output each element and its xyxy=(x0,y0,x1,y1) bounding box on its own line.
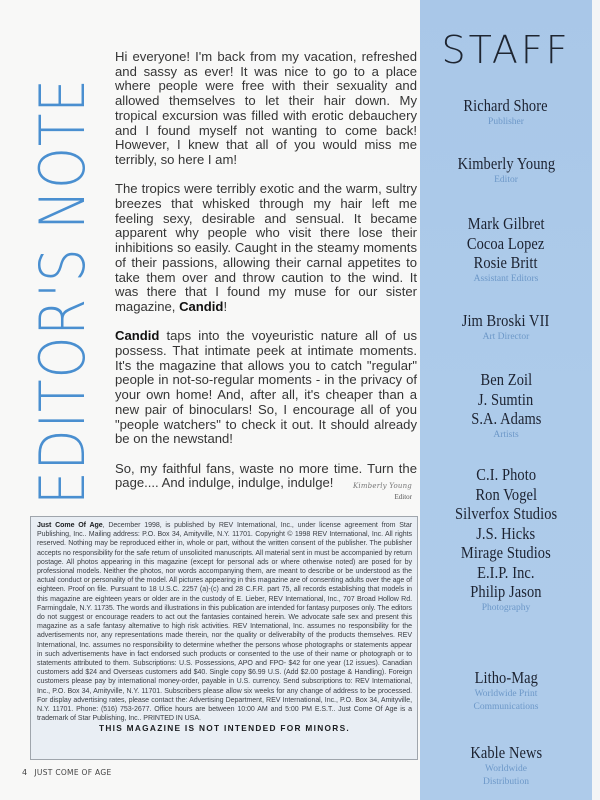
staff-name: Kable News xyxy=(470,743,542,762)
staff-group-editor xyxy=(420,154,592,187)
staff-name: Ben Zoil xyxy=(480,370,532,389)
page-edge xyxy=(592,0,600,800)
staff-name: Rosie Britt xyxy=(474,253,538,272)
staff-group-artists xyxy=(420,370,592,442)
staff-name: Philip Jason xyxy=(470,582,542,601)
staff-name: Mirage Studios xyxy=(461,543,551,562)
section-title-vertical xyxy=(26,25,99,505)
staff-role: Editor xyxy=(494,174,518,185)
editor-signature xyxy=(352,482,412,501)
legal-magazine-name: Just Come Of Age xyxy=(37,522,103,529)
staff-name: E.I.P. Inc. xyxy=(477,562,535,582)
paragraph-tail: ! xyxy=(223,298,228,314)
staff-group-assistant-editors xyxy=(420,214,592,286)
staff-role: Artists xyxy=(493,429,519,440)
staff-name: Jim Broski VII xyxy=(462,311,550,330)
section-title-text: EDITOR'S NOTE xyxy=(26,78,99,505)
minors-warning: THIS MAGAZINE IS NOT INTENDED FOR MINORS. xyxy=(98,723,351,734)
staff-heading: STAFF xyxy=(441,28,571,72)
staff-name: Silverfox Studios xyxy=(454,504,558,523)
paragraph-text: Hi everyone! I'm back from my vacation, refreshed and sassy as ever! It was nice to go to a place where people were free with their sexuality and allowed themselves to let their hair down. My tropical excursion was filled with erotic debauchery and I found myself not wanting to come back! However, I knew that all of you would miss me terribly, so here I am! xyxy=(115,49,417,167)
paragraph-text: The tropics were terribly exotic and the warm, sultry breezes that whisked through my hair left me feeling sexy, desirable and sensual. It became apparent why people who visit there lose their inhibitions so easily. Caught in the steamy moments of their passions, allowing their carnal appetites to take them over and throw caution to the wind. It was there that I found my muse for our sister magazine, xyxy=(115,181,417,314)
staff-group-publisher xyxy=(420,96,592,129)
staff-role: Publisher xyxy=(488,116,524,127)
staff-role: Worldwide Distribution xyxy=(483,763,529,787)
staff-role: Photography xyxy=(481,602,531,613)
staff-name: J.S. Hicks xyxy=(476,523,536,543)
staff-role: Worldwide Print Communications xyxy=(473,688,539,712)
page-folio xyxy=(22,768,112,777)
page-number: 4 xyxy=(22,768,28,777)
staff-name: Mark Gilbret xyxy=(467,214,545,233)
staff-role: Assistant Editors xyxy=(473,273,539,284)
candid-mention: Candid xyxy=(179,298,224,314)
signature-name: Kimberly Young xyxy=(352,482,412,490)
editor-note-body xyxy=(115,50,417,506)
staff-name: C.I. Photo xyxy=(476,465,536,484)
staff-group-photography xyxy=(420,465,592,615)
paragraph-2 xyxy=(115,182,417,314)
staff-sidebar xyxy=(420,0,592,800)
staff-group-printer xyxy=(420,668,592,714)
paragraph-1 xyxy=(115,50,417,168)
staff-group-art-director xyxy=(420,311,592,344)
legal-text: , December 1998, is published by REV International, Inc., under license agreement from Star Publishing, Inc.. Mailing address: P.O. Box 34, Amityville, N.Y. 11701. Copyright © 1998 REV International, Inc. All rights reserved. Nothing may be reproduced either in, whole or part, without the written consent of the publisher. The publisher accepts no responsibility for the safe return of unsolicited manuscripts. All material sent in must be accompanied by return postage. All photos appearing in this magazine (except for personal ads or where otherwise noted) are posed for by professional models. Neither the photos, nor words accompanying them, are meant to describe or be understood as the actual conduct or personality of the model. All pictures appearing in this magazine are of consenting adults over the age of eighteen. Proof on file. Pursuant to 18 U.S.C. 2257 (a)-(c) and 28 C.F.R. part 75, all records establishing that models in this magazine are eighteen years or older are in the custody of E. Lieber, REV International, Inc., 707 Broad Hollow Rd. Farmingdale, N.Y. 11735. The words and illustrations in this publication are intended for fantasy purposes only. The editors do not suggest or encourage readers to act out the fantasies contained herein. We advocate safe sex and present this magazine as a safe fantasy alternative to high risk activities. REV International, Inc. assumes no responsibility for the advertisements nor, any representations made therein, nor the quality or deliverabilty of the products themselves. REV International, Inc. assumes no responsibility to determine whether the persons whose photographs or statements appear in such advertisements have in fact endorsed such products or consented to the use of their name or photograph or to statements attributed to them. Subscriptions: U.S. Possessions, APO and FPO- $42 for one year (12 issues). Canadian customers add $24 and Overseas customers add $40. Single copy $6.99 U.S. (Add $2.00 postage & Handling). Foreign customers please pay by international money-order, payable in U.S. currency. Send subscriptions to: REV International, Inc., P.O. Box 34, Amityville, N.Y. 11701. Subscribers please allow six weeks for any change of address to be processed. For display advertising rates, please contact the: Advertising Department, REV International, Inc., P.O. Box 34, Amityville, N.Y. 11701. Phone: (516) 753-2677. Office hours are between 10:00 AM and 5:00 PM E.S.T.. Just Come Of Age is a trademark of Star Publishing, Inc.. PRINTED IN USA. xyxy=(37,522,412,723)
staff-name: Richard Shore xyxy=(463,96,549,115)
staff-name: S.A. Adams xyxy=(470,409,542,428)
folio-magazine-name: JUST COME OF AGE xyxy=(34,768,112,777)
paragraph-text: taps into the voyeuristic nature all of us possess. That intimate peek at intimate moments. It's the magazine that allows you to catch "regular" people in not-so-regular moments - in the privacy of your own home! And, after all, it's cheaper than a new pair of binoculars! So, I encourage all of you "people watchers" to check it out. It should already be on the newstand! xyxy=(115,328,417,447)
staff-role: Art Director xyxy=(482,331,530,342)
candid-mention: Candid xyxy=(115,328,160,344)
legal-notice-box xyxy=(30,516,418,760)
staff-group-distribution xyxy=(420,743,592,789)
staff-name: J. Sumtin xyxy=(478,389,534,409)
paragraph-3 xyxy=(115,329,417,447)
signature-title: Editor xyxy=(394,493,412,501)
staff-name: Litho-Mag xyxy=(474,668,538,687)
staff-name: Ron Vogel xyxy=(475,484,537,504)
staff-name: Kimberly Young xyxy=(457,154,555,173)
paragraph-text: So, my faithful fans, waste no more time. Turn the page.... And indulge, indulge, indulge! xyxy=(115,460,417,491)
staff-name: Cocoa Lopez xyxy=(467,233,545,253)
